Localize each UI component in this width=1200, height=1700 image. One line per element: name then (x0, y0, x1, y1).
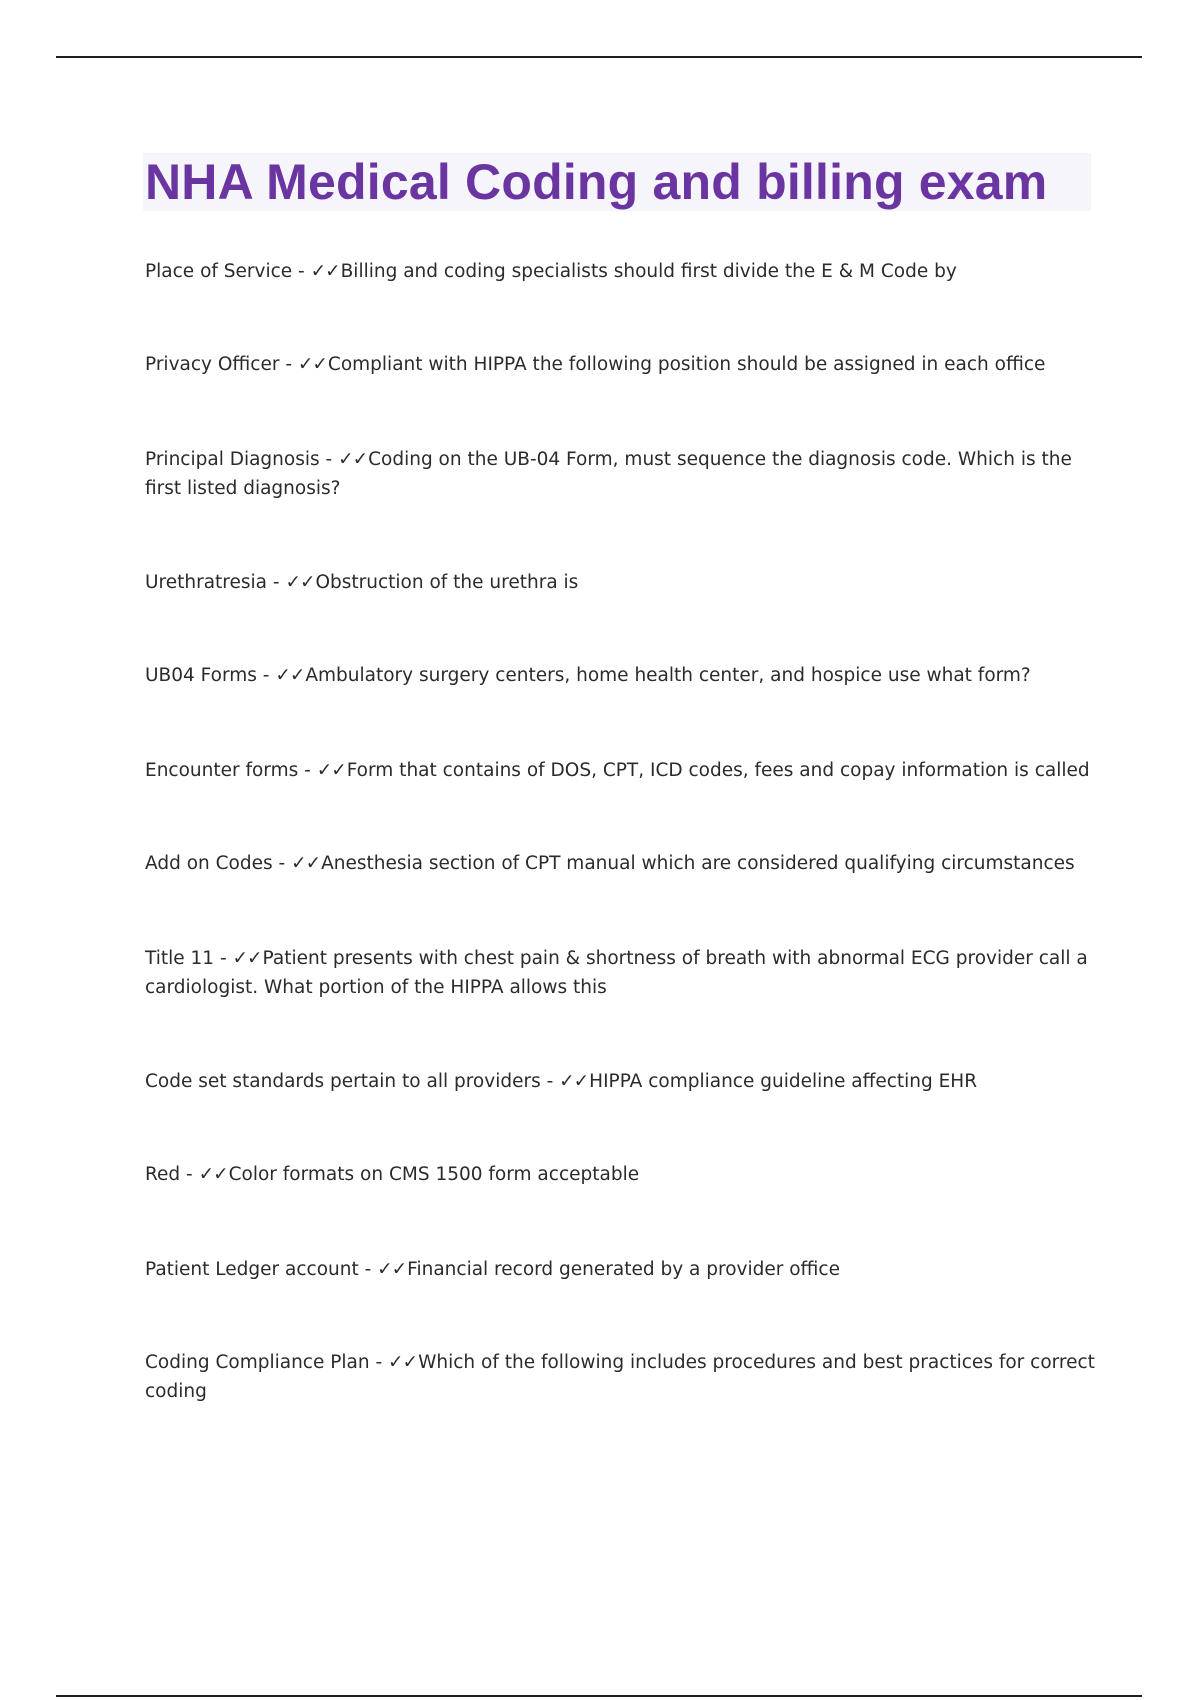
qa-definition: Obstruction of the urethra is (315, 572, 579, 593)
qa-item-coding-compliance-plan (145, 1348, 1095, 1406)
qa-term: Privacy Officer (145, 354, 280, 375)
qa-definition: Form that contains of DOS, CPT, ICD codes, fees and copay information is called (346, 760, 1090, 781)
qa-definition: Ambulatory surgery centers, home health center, and hospice use what form? (305, 665, 1031, 686)
qa-item-urethratresia (145, 568, 1095, 597)
page-top-rule (56, 56, 1142, 58)
qa-definition: HIPPA compliance guideline affecting EHR (589, 1071, 978, 1092)
qa-term: Encounter forms (145, 760, 299, 781)
qa-item-principal-diagnosis (145, 445, 1095, 503)
qa-definition: Coding on the UB-04 Form, must sequence the diagnosis code. Which is the first listed diagnosis? (145, 449, 1072, 499)
check-mark-icon: ✓✓ (275, 665, 305, 686)
qa-separator: - (214, 948, 233, 969)
qa-definition: Compliant with HIPPA the following position should be assigned in each office (327, 354, 1046, 375)
check-mark-icon: ✓✓ (291, 853, 321, 874)
check-mark-icon: ✓✓ (559, 1071, 589, 1092)
qa-separator: - (180, 1164, 199, 1185)
qa-item-code-set-standards (145, 1067, 1095, 1096)
qa-definition: Billing and coding specialists should first divide the E & M Code by (340, 261, 957, 282)
qa-term: Place of Service (145, 261, 293, 282)
page-bottom-rule (56, 1695, 1142, 1697)
qa-term: Urethratresia (145, 572, 267, 593)
qa-separator: - (319, 449, 339, 470)
qa-separator: - (358, 1259, 378, 1280)
qa-separator: - (267, 572, 286, 593)
check-mark-icon: ✓✓ (198, 1164, 228, 1185)
qa-item-add-on-codes (145, 849, 1095, 878)
document-title: NHA Medical Coding and billing exam (145, 154, 1048, 210)
qa-separator: - (256, 665, 276, 686)
qa-separator: - (369, 1352, 389, 1373)
check-mark-icon: ✓✓ (338, 449, 368, 470)
check-mark-icon: ✓✓ (316, 760, 346, 781)
check-mark-icon: ✓✓ (310, 261, 340, 282)
qa-term: UB04 Forms (145, 665, 257, 686)
qa-item-encounter-forms (145, 756, 1095, 785)
qa-item-title-11 (145, 944, 1095, 1002)
qa-definition: Financial record generated by a provider office (407, 1259, 840, 1280)
qa-term: Add on Codes (145, 853, 273, 874)
qa-item-place-of-service (145, 257, 1095, 286)
qa-term: Code set standards pertain to all providers (145, 1071, 541, 1092)
qa-separator: - (540, 1071, 560, 1092)
qa-separator: - (292, 261, 311, 282)
qa-separator: - (298, 760, 317, 781)
qa-term: Patient Ledger account (145, 1259, 359, 1280)
check-mark-icon: ✓✓ (232, 948, 262, 969)
qa-term: Coding Compliance Plan (145, 1352, 370, 1373)
qa-item-privacy-officer (145, 350, 1095, 379)
check-mark-icon: ✓✓ (388, 1352, 418, 1373)
check-mark-icon: ✓✓ (377, 1259, 407, 1280)
qa-definition: Patient presents with chest pain & shortness of breath with abnormal ECG provider call a cardiologist. What portion of the HIPPA allows this (145, 948, 1088, 998)
check-mark-icon: ✓✓ (285, 572, 315, 593)
qa-definition: Which of the following includes procedures and best practices for correct coding (145, 1352, 1095, 1402)
qa-item-ub04-forms (145, 661, 1095, 690)
qa-item-red (145, 1160, 1095, 1189)
qa-separator: - (279, 354, 298, 375)
qa-term: Red (145, 1164, 181, 1185)
qa-definition: Color formats on CMS 1500 form acceptable (228, 1164, 640, 1185)
qa-term: Title 11 (145, 948, 215, 969)
qa-term: Principal Diagnosis (145, 449, 320, 470)
qa-definition: Anesthesia section of CPT manual which are considered qualifying circumstances (321, 853, 1075, 874)
qa-item-patient-ledger-account (145, 1255, 1095, 1284)
qa-separator: - (272, 853, 292, 874)
check-mark-icon: ✓✓ (297, 354, 327, 375)
